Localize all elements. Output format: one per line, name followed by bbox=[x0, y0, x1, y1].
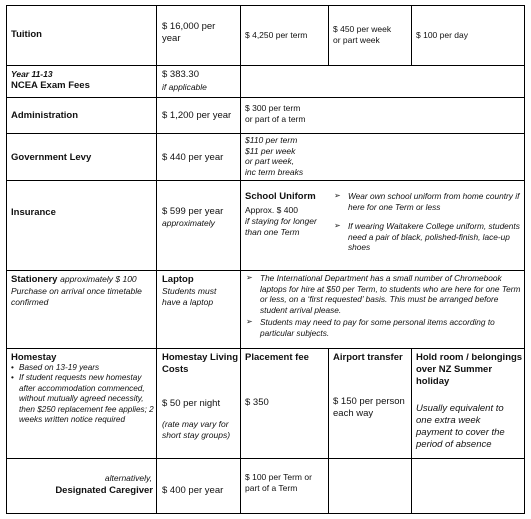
row-divider bbox=[6, 180, 525, 181]
column-divider bbox=[156, 5, 157, 514]
row-divider bbox=[6, 133, 525, 134]
government-levy-per-year: $ 440 per year bbox=[162, 152, 224, 163]
placement-amount: $ 350 bbox=[245, 397, 269, 408]
table-border-bottom bbox=[6, 513, 525, 514]
tuition-label: Tuition bbox=[11, 29, 42, 40]
homestay-label: Homestay bbox=[11, 352, 57, 363]
stationery-label: Stationery bbox=[11, 274, 58, 285]
tuition-per-year: $ 16,000 per year bbox=[162, 21, 216, 44]
caregiver-per-year: $ 400 per year bbox=[162, 485, 224, 496]
administration-per-year: $ 1,200 per year bbox=[162, 110, 232, 121]
stationery-note: Purchase on arrival once timetable confirmed bbox=[11, 286, 142, 307]
row-divider bbox=[6, 270, 525, 271]
homestay-living-amount: $ 50 per night bbox=[162, 398, 221, 409]
ncea-years: Year 11-13 bbox=[11, 69, 53, 79]
column-divider bbox=[328, 348, 329, 514]
administration-label: Administration bbox=[11, 110, 79, 121]
uniform-title: School Uniform bbox=[245, 191, 316, 202]
table-border-right bbox=[524, 5, 525, 514]
insurance-note: approximately bbox=[162, 218, 215, 228]
row-divider bbox=[6, 5, 525, 6]
column-divider bbox=[328, 5, 329, 65]
government-levy-terms: $110 per term $11 per week or part week, inc term breaks bbox=[245, 135, 304, 177]
hold-room-note: Usually equivalent to one extra week payment to cover the period of absence bbox=[416, 403, 505, 450]
column-divider bbox=[411, 348, 412, 514]
laptop-point: ➢ The International Department has a small number of Chromebook laptops for hire at $50 per Term, to students who are here for one Term or less, on a ‘first requested’ basis. This must be arranged before student arrival please. bbox=[244, 273, 522, 315]
row-divider bbox=[6, 97, 525, 98]
row-divider bbox=[6, 348, 525, 349]
ncea-amount: $ 383.30 bbox=[162, 69, 199, 80]
tuition-per-term: $ 4,250 per term bbox=[245, 30, 308, 40]
tuition-per-week: $ 450 per week or part week bbox=[333, 24, 392, 45]
table-border-left bbox=[6, 5, 7, 514]
tuition-per-day: $ 100 per day bbox=[416, 30, 468, 40]
stationery-heading bbox=[11, 274, 137, 286]
hold-room-title: Hold room / belongings over NZ Summer holiday bbox=[416, 352, 523, 387]
uniform-note: if staying for longer than one Term bbox=[245, 216, 317, 237]
government-levy-label: Government Levy bbox=[11, 152, 92, 163]
homestay-notes bbox=[10, 363, 154, 425]
stationery-approx: approximately $ 100 bbox=[60, 274, 137, 284]
ncea-label: NCEA Exam Fees bbox=[11, 80, 90, 91]
caregiver-per-term: $ 100 per Term or part of a Term bbox=[245, 472, 312, 493]
insurance-amount: $ 599 per year bbox=[162, 206, 224, 217]
laptop-title: Laptop bbox=[162, 274, 194, 285]
row-divider bbox=[6, 458, 525, 459]
laptop-point: ➢ Students may need to pay for some personal items according to particular subjects. bbox=[244, 317, 522, 338]
fees-table bbox=[6, 5, 525, 514]
laptop-notes bbox=[244, 273, 522, 341]
insurance-label: Insurance bbox=[11, 207, 56, 218]
column-divider bbox=[240, 5, 241, 514]
homestay-living-title: Homestay Living Costs bbox=[162, 352, 239, 375]
airport-title: Airport transfer bbox=[333, 352, 403, 363]
homestay-living-note: (rate may vary for short stay groups) bbox=[162, 419, 231, 440]
caregiver-label: Designated Caregiver bbox=[55, 485, 153, 496]
airport-amount: $ 150 per person each way bbox=[333, 396, 405, 419]
row-divider bbox=[6, 65, 525, 66]
uniform-approx: Approx. $ 400 bbox=[245, 205, 298, 215]
uniform-notes bbox=[332, 191, 522, 255]
laptop-note: Students must have a laptop bbox=[162, 286, 217, 307]
homestay-point: • Based on 13-19 years bbox=[10, 363, 154, 373]
administration-per-term: $ 300 per term or part of a term bbox=[245, 103, 306, 124]
uniform-point: ➢ If wearing Waitakere College uniform, students need a pair of black, polished-finish, lace-up shoes bbox=[332, 221, 522, 253]
homestay-point: • If student requests new homestay after accommodation commenced, without mutually agreed necessity, then $250 replacement fee applies; 2 weeks written notice required bbox=[10, 373, 154, 425]
ncea-note: if applicable bbox=[162, 82, 207, 92]
column-divider bbox=[411, 5, 412, 65]
uniform-point: ➢ Wear own school uniform from home country if here for one Term or less bbox=[332, 191, 522, 212]
placement-title: Placement fee bbox=[245, 352, 309, 363]
caregiver-alt: alternatively, bbox=[104, 473, 152, 483]
